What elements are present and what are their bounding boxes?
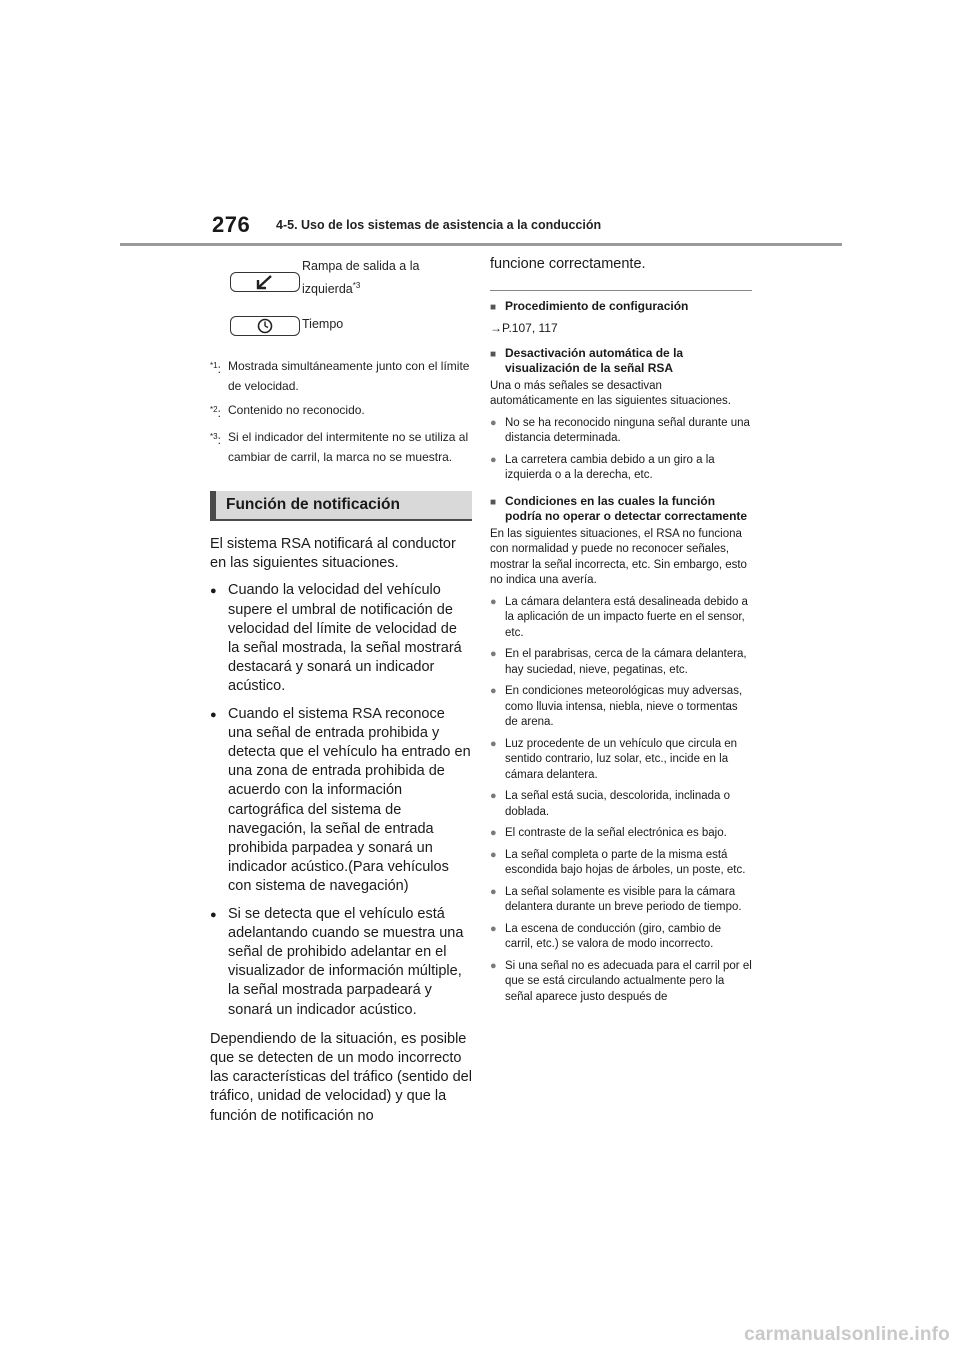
list-item-text: Cuando la velocidad del vehículo supere el umbral de notificación de velocidad del límite de velocidad de la señal mostrada, la señal mostrará destacará y sonará un indicador acústico. [228, 582, 462, 695]
icon-row-left-exit [210, 250, 472, 312]
footnote-text: Contenido no reconocido. [228, 403, 365, 417]
list-item-text: Si una señal no es adecuada para el carril por el que se está circulando actualmente pero la señal aparece justo después de [505, 959, 752, 1003]
bullet-icon: ● [490, 416, 497, 429]
footnote-text: Si el indicador del intermitente no se utiliza al cambiar de carril, la marca no se muestra. [228, 430, 469, 464]
subheading-conditions [490, 494, 752, 525]
subheading-procedure [490, 299, 752, 316]
square-bullet-icon: ■ [490, 302, 497, 313]
bullet-icon: ● [490, 885, 497, 898]
left-column [210, 250, 472, 1126]
notification-closing: Dependiendo de la situación, es posible que se detecten de un modo incorrecto las características del tráfico (sentido del tráfico, unidad de velocidad) y que la función de notificación no [210, 1030, 472, 1124]
bullet-icon: ● [490, 959, 497, 972]
bullet-icon: ● [210, 585, 217, 598]
icon-label-time: Tiempo [302, 317, 344, 331]
square-bullet-icon: ■ [490, 496, 497, 508]
list-item-text: La cámara delantera está desalineada debido a la aplicación de un impacto fuerte en el sensor, etc. [505, 595, 748, 639]
footnote-mark: *1 [210, 361, 218, 370]
notification-intro: El sistema RSA notificará al conductor en las siguientes situaciones. [210, 536, 456, 572]
list-item [210, 905, 472, 1020]
bullet-icon: ● [490, 848, 497, 861]
watermark: carmanualsonline.info [744, 1324, 950, 1345]
page-number: 276 [212, 212, 251, 237]
right-column [490, 254, 752, 1005]
list-item [490, 789, 752, 820]
list-item-text: La señal solamente es visible para la cámara delantera durante un breve periodo de tiempo. [505, 885, 742, 913]
page-reference: →P.107, 117 [490, 320, 558, 335]
left-exit-label-text: Rampa de salida a la izquierda [302, 259, 420, 297]
subheading-text: Desactivación automática de la visualización de la señal RSA [505, 345, 684, 375]
bullet-icon: ● [490, 922, 497, 935]
subheading-auto-off [490, 346, 752, 377]
list-item-text: En condiciones meteorológicas muy adversas, como lluvia intensa, niebla, nieve o tormentas de arena. [505, 685, 743, 728]
auto-off-intro: Una o más señales se desactivan automáticamente en las siguientes situaciones. [490, 379, 732, 407]
list-item [490, 826, 752, 842]
footnotes [210, 356, 472, 467]
icon-label-left-exit [302, 256, 472, 299]
list-item [490, 647, 752, 678]
bullet-icon: ● [490, 737, 497, 750]
left-exit-ramp-arrow-icon [230, 272, 300, 292]
footnote: $^{*1}$: Mostrada simultáneamente junto con el límite de velocidad. [210, 356, 472, 396]
list-item-text: No se ha reconocido ninguna señal durante una distancia determinada. [505, 416, 750, 444]
footnote-mark: *2 [210, 405, 218, 414]
footnote-mark: *3 [210, 432, 218, 441]
bullet-icon: ● [490, 595, 497, 608]
header-rule [120, 243, 842, 246]
continued-text: funcione correctamente. [490, 256, 646, 272]
list-item-text: Si se detecta que el vehículo está adelantando cuando se muestra una señal de prohibido adelantar en el visualizador de información múltiple, la señal mostrada parpadeará y sonará un indicador acústico. [228, 905, 464, 1018]
list-item-text: El contraste de la señal electrónica es bajo. [505, 827, 727, 839]
list-item-text: En el parabrisas, cerca de la cámara delantera, hay suciedad, nieve, pegatinas, etc. [505, 648, 747, 676]
list-item [490, 848, 752, 879]
section-title: 4-5. Uso de los sistemas de asistencia a la conducción [276, 218, 602, 232]
bullet-icon: ● [490, 827, 497, 839]
subheading-text: Procedimiento de configuración [505, 299, 689, 313]
list-item-text: La escena de conducción (giro, cambio de carril, etc.) se valora de modo incorrecto. [505, 922, 722, 950]
list-item-text: La señal completa o parte de la misma está escondida bajo hojas de árboles, un poste, etc. [505, 848, 746, 876]
bullet-icon: ● [210, 708, 217, 721]
list-item [210, 705, 472, 897]
footnote-text: Mostrada simultáneamente junto con el límite de velocidad. [228, 359, 470, 393]
icon-row-time [210, 312, 472, 348]
list-item [490, 684, 752, 731]
list-item [490, 885, 752, 916]
bullet-icon: ● [490, 790, 497, 802]
list-item-text: Cuando el sistema RSA reconoce una señal de entrada prohibida y detecta que el vehículo ha entrado en una zona de entrada prohibida de acuerdo con la información cartográfica del sistema de navegación, la señal de entrada prohibida parpadea y sonará un indicador acústico.(Para vehículos con sistema de navegación) [228, 705, 471, 895]
bullet-icon: ● [490, 685, 497, 697]
page-header [0, 0, 960, 250]
list-item [490, 959, 752, 1006]
bullet-icon: ● [490, 453, 497, 466]
list-item [490, 595, 752, 642]
bullet-icon: ● [210, 908, 217, 921]
list-item-text: Luz procedente de un vehículo que circula en sentido contrario, luz solar, etc., incide en la cámara delantera. [505, 737, 738, 781]
list-item [490, 416, 752, 447]
bullet-icon: ● [490, 648, 497, 660]
square-bullet-icon: ■ [490, 348, 497, 360]
list-item-text: La carretera cambia debido a un giro a la izquierda o a la derecha, etc. [505, 453, 715, 481]
footnote: $^{*2}$: Contenido no reconocido. [210, 400, 472, 423]
clock-icon [230, 316, 300, 336]
left-exit-footnote-mark: *3 [352, 281, 361, 290]
divider [490, 290, 752, 291]
conditions-intro: En las siguientes situaciones, el RSA no funciona con normalidad y puede no reconocer señales, mostrar la señal incorrecta, etc. Sin embargo, esto no indica una avería. [490, 527, 747, 586]
notification-heading: Función de notificación [210, 491, 472, 521]
list-item [490, 453, 752, 484]
list-item [210, 581, 472, 696]
list-item-text: La señal está sucia, descolorida, inclinada o doblada. [505, 790, 731, 818]
list-item [490, 737, 752, 784]
footnote: $^{*3}$: Si el indicador del intermitente no se utiliza al cambiar de carril, la marca no se muestra. [210, 427, 472, 467]
subheading-text: Condiciones en las cuales la función podría no operar o detectar correctamente [505, 493, 748, 523]
list-item [490, 922, 752, 953]
